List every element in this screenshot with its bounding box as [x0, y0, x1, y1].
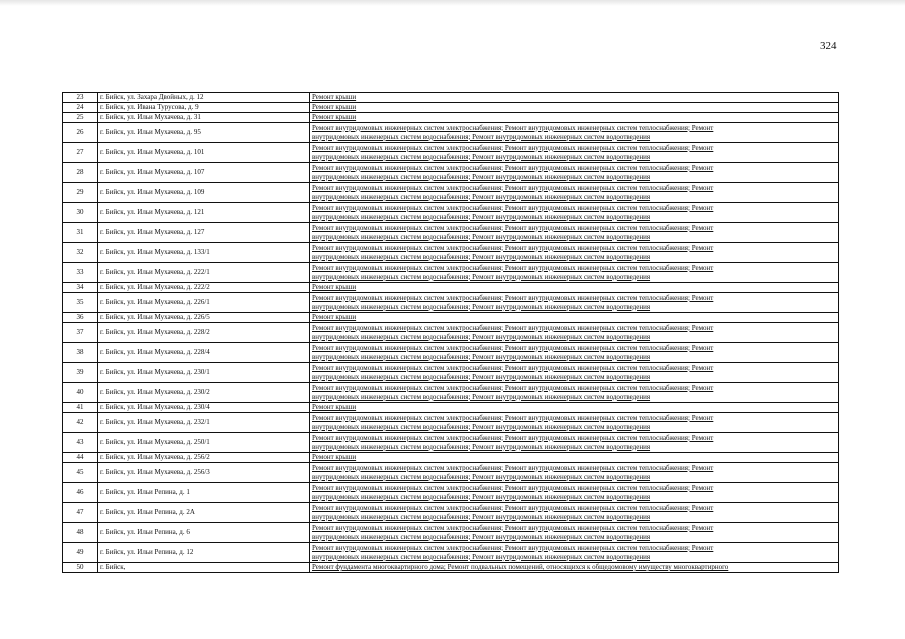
scan-edge [0, 0, 905, 6]
row-number: 39 [63, 363, 98, 383]
work-line: внутридомовых инженерных систем водоснабжения; Ремонт внутридомовых инженерных систем водоотведения [312, 352, 651, 361]
table-row [63, 143, 839, 163]
work-cell [310, 323, 839, 343]
row-number: 35 [63, 293, 98, 313]
row-number: 50 [63, 563, 98, 573]
work-cell [310, 453, 839, 463]
work-line: внутридомовых инженерных систем водоснабжения; Ремонт внутридомовых инженерных систем водоотведения [312, 172, 651, 181]
row-number: 44 [63, 453, 98, 463]
work-line: внутридомовых инженерных систем водоснабжения; Ремонт внутридомовых инженерных систем водоотведения [312, 442, 651, 451]
row-number: 43 [63, 433, 98, 453]
table-row [63, 293, 839, 313]
address-cell: г. Бийск, ул. Ильи Мухачева, д. 107 [98, 163, 310, 183]
row-number: 29 [63, 183, 98, 203]
work-line: внутридомовых инженерных систем водоснабжения; Ремонт внутридомовых инженерных систем водоотведения [312, 232, 651, 241]
address-cell: г. Бийск, [98, 563, 310, 573]
table-row [63, 163, 839, 183]
row-number: 38 [63, 343, 98, 363]
work-line: Ремонт внутридомовых инженерных систем электроснабжения; Ремонт внутридомовых инженерных систем теплоснабжения; Ремонт [312, 543, 714, 552]
work-line: внутридомовых инженерных систем водоснабжения; Ремонт внутридомовых инженерных систем водоотведения [312, 372, 651, 381]
table-row [63, 403, 839, 413]
table-row [63, 363, 839, 383]
table-row [63, 123, 839, 143]
row-number: 26 [63, 123, 98, 143]
table-row [63, 453, 839, 463]
work-cell [310, 283, 839, 293]
address-cell: г. Бийск, ул. Ильи Репина, д. 12 [98, 543, 310, 563]
work-line: внутридомовых инженерных систем водоснабжения; Ремонт внутридомовых инженерных систем водоотведения [312, 512, 651, 521]
work-cell [310, 223, 839, 243]
address-cell: г. Бийск, ул. Ильи Мухачева, д. 250/1 [98, 433, 310, 453]
work-line: Ремонт внутридомовых инженерных систем электроснабжения; Ремонт внутридомовых инженерных систем теплоснабжения; Ремонт [312, 343, 714, 352]
work-line: Ремонт фундамента многоквартирного дома; Ремонт подвальных помещений, относящихся к общедомовому имуществу многоквартирного [312, 563, 729, 571]
work-line: внутридомовых инженерных систем водоснабжения; Ремонт внутридомовых инженерных систем водоотведения [312, 212, 651, 221]
work-line: внутридомовых инженерных систем водоснабжения; Ремонт внутридомовых инженерных систем водоотведения [312, 192, 651, 201]
row-number: 49 [63, 543, 98, 563]
work-line: внутридомовых инженерных систем водоснабжения; Ремонт внутридомовых инженерных систем водоотведения [312, 532, 651, 541]
work-line: внутридомовых инженерных систем водоснабжения; Ремонт внутридомовых инженерных систем водоотведения [312, 492, 651, 501]
address-cell: г. Бийск, ул. Ильи Мухачева, д. 226/1 [98, 293, 310, 313]
row-number: 24 [63, 103, 98, 113]
work-line: Ремонт внутридомовых инженерных систем электроснабжения; Ремонт внутридомовых инженерных систем теплоснабжения; Ремонт [312, 323, 714, 332]
work-cell [310, 343, 839, 363]
table-row [63, 433, 839, 453]
table-row [63, 563, 839, 573]
row-number: 25 [63, 113, 98, 123]
table-row [63, 283, 839, 293]
work-cell [310, 463, 839, 483]
work-line: Ремонт внутридомовых инженерных систем электроснабжения; Ремонт внутридомовых инженерных систем теплоснабжения; Ремонт [312, 503, 714, 512]
work-line: Ремонт крыши [312, 103, 357, 111]
work-cell [310, 543, 839, 563]
address-cell: г. Бийск, ул. Ильи Мухачева, д. 228/2 [98, 323, 310, 343]
row-number: 48 [63, 523, 98, 543]
table-row [63, 263, 839, 283]
address-cell: г. Бийск, ул. Ильи Мухачева, д. 222/1 [98, 263, 310, 283]
work-line: Ремонт внутридомовых инженерных систем электроснабжения; Ремонт внутридомовых инженерных систем теплоснабжения; Ремонт [312, 463, 714, 472]
work-line: внутридомовых инженерных систем водоснабжения; Ремонт внутридомовых инженерных систем водоотведения [312, 472, 651, 481]
address-cell: г. Бийск, ул. Ильи Мухачева, д. 230/1 [98, 363, 310, 383]
repair-table [62, 92, 839, 573]
row-number: 30 [63, 203, 98, 223]
work-cell [310, 563, 839, 573]
table-row [63, 543, 839, 563]
work-cell [310, 403, 839, 413]
work-line: Ремонт внутридомовых инженерных систем электроснабжения; Ремонт внутридомовых инженерных систем теплоснабжения; Ремонт [312, 263, 714, 272]
work-line: Ремонт внутридомовых инженерных систем электроснабжения; Ремонт внутридомовых инженерных систем теплоснабжения; Ремонт [312, 223, 714, 232]
work-line: внутридомовых инженерных систем водоснабжения; Ремонт внутридомовых инженерных систем водоотведения [312, 152, 651, 161]
work-line: Ремонт крыши [312, 113, 357, 121]
address-cell: г. Бийск, ул. Ильи Репина, д. 1 [98, 483, 310, 503]
work-line: Ремонт крыши [312, 93, 357, 101]
row-number: 46 [63, 483, 98, 503]
table-body [63, 93, 839, 573]
page-number: 324 [820, 40, 837, 52]
address-cell: г. Бийск, ул. Ильи Мухачева, д. 256/3 [98, 463, 310, 483]
work-cell [310, 313, 839, 323]
address-cell: г. Бийск, ул. Ильи Мухачева, д. 232/1 [98, 413, 310, 433]
work-line: внутридомовых инженерных систем водоснабжения; Ремонт внутридомовых инженерных систем водоотведения [312, 252, 651, 261]
work-cell [310, 143, 839, 163]
table-row [63, 113, 839, 123]
row-number: 36 [63, 313, 98, 323]
row-number: 32 [63, 243, 98, 263]
table-row [63, 463, 839, 483]
work-cell [310, 263, 839, 283]
work-cell [310, 433, 839, 453]
work-cell [310, 163, 839, 183]
table-row [63, 203, 839, 223]
work-cell [310, 243, 839, 263]
work-cell [310, 93, 839, 103]
address-cell: г. Бийск, ул. Ильи Мухачева, д. 226/5 [98, 313, 310, 323]
work-cell [310, 203, 839, 223]
work-cell [310, 363, 839, 383]
row-number: 47 [63, 503, 98, 523]
work-line: Ремонт крыши [312, 403, 357, 411]
address-cell: г. Бийск, ул. Ильи Мухачева, д. 228/4 [98, 343, 310, 363]
table-row [63, 313, 839, 323]
address-cell: г. Бийск, ул. Ильи Мухачева, д. 31 [98, 113, 310, 123]
table-row [63, 383, 839, 403]
address-cell: г. Бийск, ул. Ивана Турусова, д. 9 [98, 103, 310, 113]
work-line: внутридомовых инженерных систем водоснабжения; Ремонт внутридомовых инженерных систем водоотведения [312, 332, 651, 341]
table-row [63, 243, 839, 263]
row-number: 27 [63, 143, 98, 163]
address-cell: г. Бийск, ул. Ильи Мухачева, д. 95 [98, 123, 310, 143]
table-row [63, 343, 839, 363]
work-line: внутридомовых инженерных систем водоснабжения; Ремонт внутридомовых инженерных систем водоотведения [312, 422, 651, 431]
address-cell: г. Бийск, ул. Ильи Мухачева, д. 133/1 [98, 243, 310, 263]
row-number: 42 [63, 413, 98, 433]
work-line: внутридомовых инженерных систем водоснабжения; Ремонт внутридомовых инженерных систем водоотведения [312, 392, 651, 401]
table-row [63, 223, 839, 243]
row-number: 28 [63, 163, 98, 183]
work-cell [310, 483, 839, 503]
address-cell: г. Бийск, ул. Ильи Мухачева, д. 109 [98, 183, 310, 203]
work-line: Ремонт внутридомовых инженерных систем электроснабжения; Ремонт внутридомовых инженерных систем теплоснабжения; Ремонт [312, 293, 714, 302]
work-line: Ремонт внутридомовых инженерных систем электроснабжения; Ремонт внутридомовых инженерных систем теплоснабжения; Ремонт [312, 243, 714, 252]
work-line: Ремонт внутридомовых инженерных систем электроснабжения; Ремонт внутридомовых инженерных систем теплоснабжения; Ремонт [312, 523, 714, 532]
table-row [63, 93, 839, 103]
work-line: Ремонт внутридомовых инженерных систем электроснабжения; Ремонт внутридомовых инженерных систем теплоснабжения; Ремонт [312, 483, 714, 492]
work-cell [310, 293, 839, 313]
address-cell: г. Бийск, ул. Ильи Мухачева, д. 230/2 [98, 383, 310, 403]
work-cell [310, 523, 839, 543]
work-cell [310, 123, 839, 143]
address-cell: г. Бийск, ул. Ильи Мухачева, д. 121 [98, 203, 310, 223]
work-line: внутридомовых инженерных систем водоснабжения; Ремонт внутридомовых инженерных систем водоотведения [312, 552, 651, 561]
work-line: Ремонт крыши [312, 313, 357, 321]
work-line: внутридомовых инженерных систем водоснабжения; Ремонт внутридомовых инженерных систем водоотведения [312, 302, 651, 311]
work-line: Ремонт внутридомовых инженерных систем электроснабжения; Ремонт внутридомовых инженерных систем теплоснабжения; Ремонт [312, 123, 714, 132]
work-line: Ремонт внутридомовых инженерных систем электроснабжения; Ремонт внутридомовых инженерных систем теплоснабжения; Ремонт [312, 163, 714, 172]
address-cell: г. Бийск, ул. Ильи Мухачева, д. 127 [98, 223, 310, 243]
work-line: Ремонт внутридомовых инженерных систем электроснабжения; Ремонт внутридомовых инженерных систем теплоснабжения; Ремонт [312, 383, 714, 392]
row-number: 41 [63, 403, 98, 413]
table-row [63, 413, 839, 433]
work-line: Ремонт внутридомовых инженерных систем электроснабжения; Ремонт внутридомовых инженерных систем теплоснабжения; Ремонт [312, 203, 714, 212]
work-line: Ремонт крыши [312, 283, 357, 291]
row-number: 33 [63, 263, 98, 283]
work-line: Ремонт крыши [312, 453, 357, 461]
address-cell: г. Бийск, ул. Ильи Мухачева, д. 256/2 [98, 453, 310, 463]
work-line: Ремонт внутридомовых инженерных систем электроснабжения; Ремонт внутридомовых инженерных систем теплоснабжения; Ремонт [312, 413, 714, 422]
work-cell [310, 113, 839, 123]
work-line: внутридомовых инженерных систем водоснабжения; Ремонт внутридомовых инженерных систем водоотведения [312, 132, 651, 141]
work-cell [310, 503, 839, 523]
address-cell: г. Бийск, ул. Захара Двойных, д. 12 [98, 93, 310, 103]
address-cell: г. Бийск, ул. Ильи Мухачева, д. 230/4 [98, 403, 310, 413]
address-cell: г. Бийск, ул. Ильи Мухачева, д. 101 [98, 143, 310, 163]
address-cell: г. Бийск, ул. Ильи Мухачева, д. 222/2 [98, 283, 310, 293]
table-row [63, 183, 839, 203]
row-number: 40 [63, 383, 98, 403]
row-number: 37 [63, 323, 98, 343]
work-line: Ремонт внутридомовых инженерных систем электроснабжения; Ремонт внутридомовых инженерных систем теплоснабжения; Ремонт [312, 433, 714, 442]
table-row [63, 503, 839, 523]
work-cell [310, 383, 839, 403]
table-row [63, 103, 839, 113]
work-line: Ремонт внутридомовых инженерных систем электроснабжения; Ремонт внутридомовых инженерных систем теплоснабжения; Ремонт [312, 363, 714, 372]
work-line: внутридомовых инженерных систем водоснабжения; Ремонт внутридомовых инженерных систем водоотведения [312, 272, 651, 281]
table-row [63, 323, 839, 343]
address-cell: г. Бийск, ул. Ильи Репина, д. 2А [98, 503, 310, 523]
table-row [63, 483, 839, 503]
work-line: Ремонт внутридомовых инженерных систем электроснабжения; Ремонт внутридомовых инженерных систем теплоснабжения; Ремонт [312, 183, 714, 192]
address-cell: г. Бийск, ул. Ильи Репина, д. 6 [98, 523, 310, 543]
row-number: 31 [63, 223, 98, 243]
work-line: Ремонт внутридомовых инженерных систем электроснабжения; Ремонт внутридомовых инженерных систем теплоснабжения; Ремонт [312, 143, 714, 152]
row-number: 45 [63, 463, 98, 483]
work-cell [310, 103, 839, 113]
work-cell [310, 183, 839, 203]
row-number: 23 [63, 93, 98, 103]
row-number: 34 [63, 283, 98, 293]
work-cell [310, 413, 839, 433]
table-row [63, 523, 839, 543]
